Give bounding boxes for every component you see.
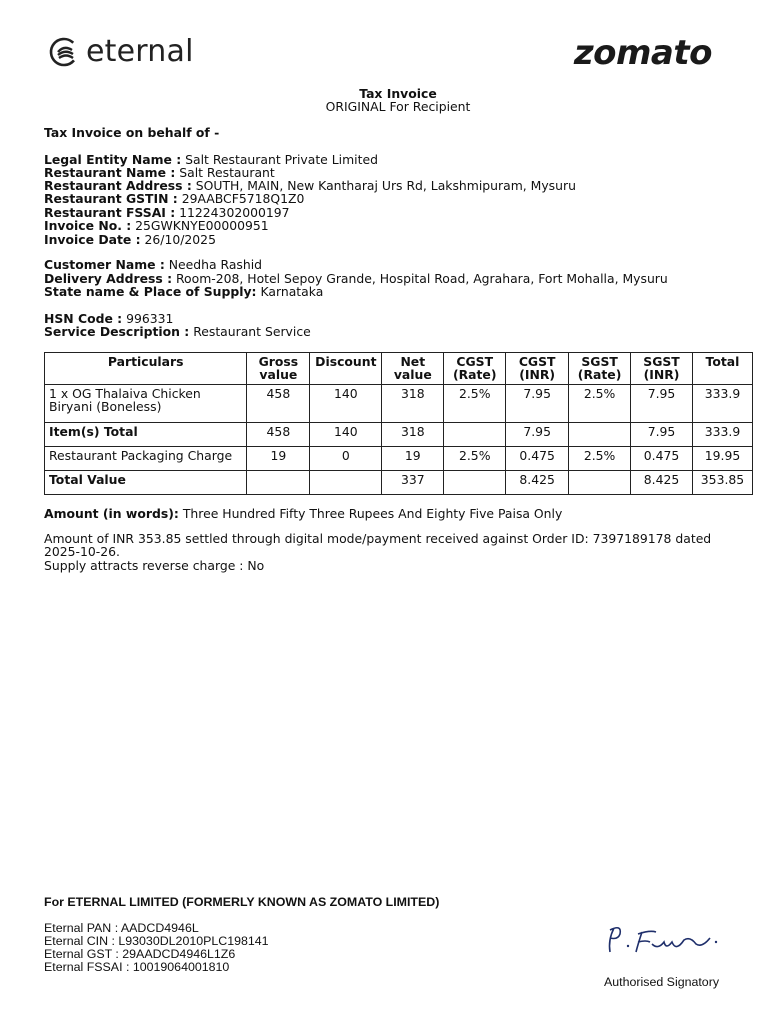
col-header-net-value: Net value <box>382 353 444 385</box>
table-row-total-value <box>45 470 753 494</box>
cell-cgst-inr: 7.95 <box>506 384 569 422</box>
cell-sgst-rate <box>569 470 631 494</box>
amount-in-words-label: Amount (in words): <box>44 506 179 521</box>
cell-discount <box>310 470 382 494</box>
cell-net: 337 <box>382 470 444 494</box>
cell-gross: 458 <box>247 422 310 446</box>
customer-name-value: Needha Rashid <box>168 257 263 272</box>
hsn-code-value: 996331 <box>126 311 174 326</box>
footer-pan: Eternal PAN : AADCD4946L <box>44 921 199 935</box>
cell-cgst-inr: 7.95 <box>506 422 569 446</box>
cell-cgst-inr: 0.475 <box>506 446 569 470</box>
restaurant-address-value: SOUTH, MAIN, New Kantharaj Urs Rd, Lakshmipuram, Mysuru <box>195 178 576 193</box>
invoice-date-line <box>44 233 216 246</box>
cell-gross: 19 <box>247 446 310 470</box>
cell-discount: 140 <box>310 422 382 446</box>
delivery-address-value: Room-208, Hotel Sepoy Grande, Hospital Road, Agrahara, Fort Mohalla, Mysuru <box>175 271 668 286</box>
restaurant-name-label: Restaurant Name : <box>44 165 176 180</box>
cell-total: 333.9 <box>692 422 752 446</box>
invoice-no-label: Invoice No. : <box>44 218 132 233</box>
restaurant-fssai-value: 11224302000197 <box>179 205 290 220</box>
cell-particulars: Total Value <box>45 470 247 494</box>
restaurant-gstin-label: Restaurant GSTIN : <box>44 191 178 206</box>
legal-entity-label: Legal Entity Name : <box>44 152 182 167</box>
hsn-code-label: HSN Code : <box>44 311 123 326</box>
service-description-label: Service Description : <box>44 324 190 339</box>
table-header-row <box>45 353 753 385</box>
settlement-line-1: Amount of INR 353.85 settled through digital mode/payment received against Order ID: 7397189178 dated <box>44 531 712 546</box>
col-header-discount: Discount <box>310 353 382 385</box>
place-of-supply-line <box>44 285 323 298</box>
amount-in-words-line <box>44 507 562 520</box>
footer-company: For ETERNAL LIMITED (FORMERLY KNOWN AS ZOMATO LIMITED) <box>44 895 440 909</box>
delivery-address-label: Delivery Address : <box>44 271 173 286</box>
footer-gst: Eternal GST : 29AADCD4946L1Z6 <box>44 947 236 961</box>
customer-name-line <box>44 258 262 271</box>
col-header-sgst-inr: SGST (INR) <box>631 353 693 385</box>
cell-gross: 458 <box>247 384 310 422</box>
cell-cgst-inr: 8.425 <box>506 470 569 494</box>
signature-image <box>600 922 722 962</box>
zomato-logo: zomato <box>573 33 712 73</box>
footer-fssai: Eternal FSSAI : 10019064001810 <box>44 960 230 974</box>
invoice-date-value: 26/10/2025 <box>144 232 216 247</box>
col-header-total: Total <box>692 353 752 385</box>
cell-sgst-rate: 2.5% <box>569 446 631 470</box>
invoice-no-value: 25GWKNYE00000951 <box>135 218 269 233</box>
cell-net: 19 <box>382 446 444 470</box>
authorised-signatory-label: Authorised Signatory <box>604 975 720 989</box>
restaurant-gstin-line <box>44 192 304 205</box>
table-row-packaging <box>45 446 753 470</box>
cell-gross <box>247 470 310 494</box>
eternal-logo <box>48 36 194 68</box>
amount-in-words-value: Three Hundred Fifty Three Rupees And Eighty Five Paisa Only <box>182 506 563 521</box>
cell-sgst-inr: 8.425 <box>631 470 693 494</box>
place-of-supply-value: Karnataka <box>260 284 324 299</box>
cell-total: 333.9 <box>692 384 752 422</box>
cell-particulars: 1 x OG Thalaiva Chicken Biryani (Boneless) <box>45 384 247 422</box>
invoice-no-line <box>44 219 269 232</box>
eternal-wordmark: eternal <box>86 34 194 69</box>
cell-net: 318 <box>382 384 444 422</box>
cell-particulars: Item(s) Total <box>45 422 247 446</box>
invoice-items-table <box>44 352 753 495</box>
col-header-gross-value: Gross value <box>247 353 310 385</box>
restaurant-address-label: Restaurant Address : <box>44 178 192 193</box>
cell-total: 353.85 <box>692 470 752 494</box>
col-header-cgst-rate: CGST (Rate) <box>444 353 506 385</box>
legal-entity-value: Salt Restaurant Private Limited <box>185 152 378 167</box>
service-description-value: Restaurant Service <box>193 324 311 339</box>
cell-cgst-rate <box>444 422 506 446</box>
cell-sgst-inr: 7.95 <box>631 422 693 446</box>
footer-cin: Eternal CIN : L93030DL2010PLC198141 <box>44 934 269 948</box>
reverse-charge-line: Supply attracts reverse charge : No <box>44 558 265 573</box>
restaurant-gstin-value: 29AABCF5718Q1Z0 <box>181 191 305 206</box>
table-row-item <box>45 384 753 422</box>
cell-net: 318 <box>382 422 444 446</box>
cell-total: 19.95 <box>692 446 752 470</box>
cell-sgst-inr: 7.95 <box>631 384 693 422</box>
eternal-logo-icon <box>48 36 80 68</box>
on-behalf-heading: Tax Invoice on behalf of - <box>44 125 220 140</box>
cell-cgst-rate: 2.5% <box>444 384 506 422</box>
cell-sgst-rate <box>569 422 631 446</box>
cell-discount: 140 <box>310 384 382 422</box>
customer-name-label: Customer Name : <box>44 257 165 272</box>
cell-cgst-rate: 2.5% <box>444 446 506 470</box>
settlement-line-2: 2025-10-26. <box>44 544 120 559</box>
invoice-subtitle: ORIGINAL For Recipient <box>325 99 471 114</box>
service-description-line <box>44 325 311 338</box>
restaurant-name-value: Salt Restaurant <box>179 165 275 180</box>
restaurant-fssai-label: Restaurant FSSAI : <box>44 205 176 220</box>
col-header-cgst-inr: CGST (INR) <box>506 353 569 385</box>
cell-cgst-rate <box>444 470 506 494</box>
invoice-date-label: Invoice Date : <box>44 232 141 247</box>
table-row-items-total <box>45 422 753 446</box>
invoice-title: Tax Invoice <box>359 86 437 101</box>
cell-sgst-inr: 0.475 <box>631 446 693 470</box>
place-of-supply-label: State name & Place of Supply: <box>44 284 257 299</box>
cell-discount: 0 <box>310 446 382 470</box>
cell-sgst-rate: 2.5% <box>569 384 631 422</box>
col-header-sgst-rate: SGST (Rate) <box>569 353 631 385</box>
cell-particulars: Restaurant Packaging Charge <box>45 446 247 470</box>
col-header-particulars: Particulars <box>45 353 247 385</box>
